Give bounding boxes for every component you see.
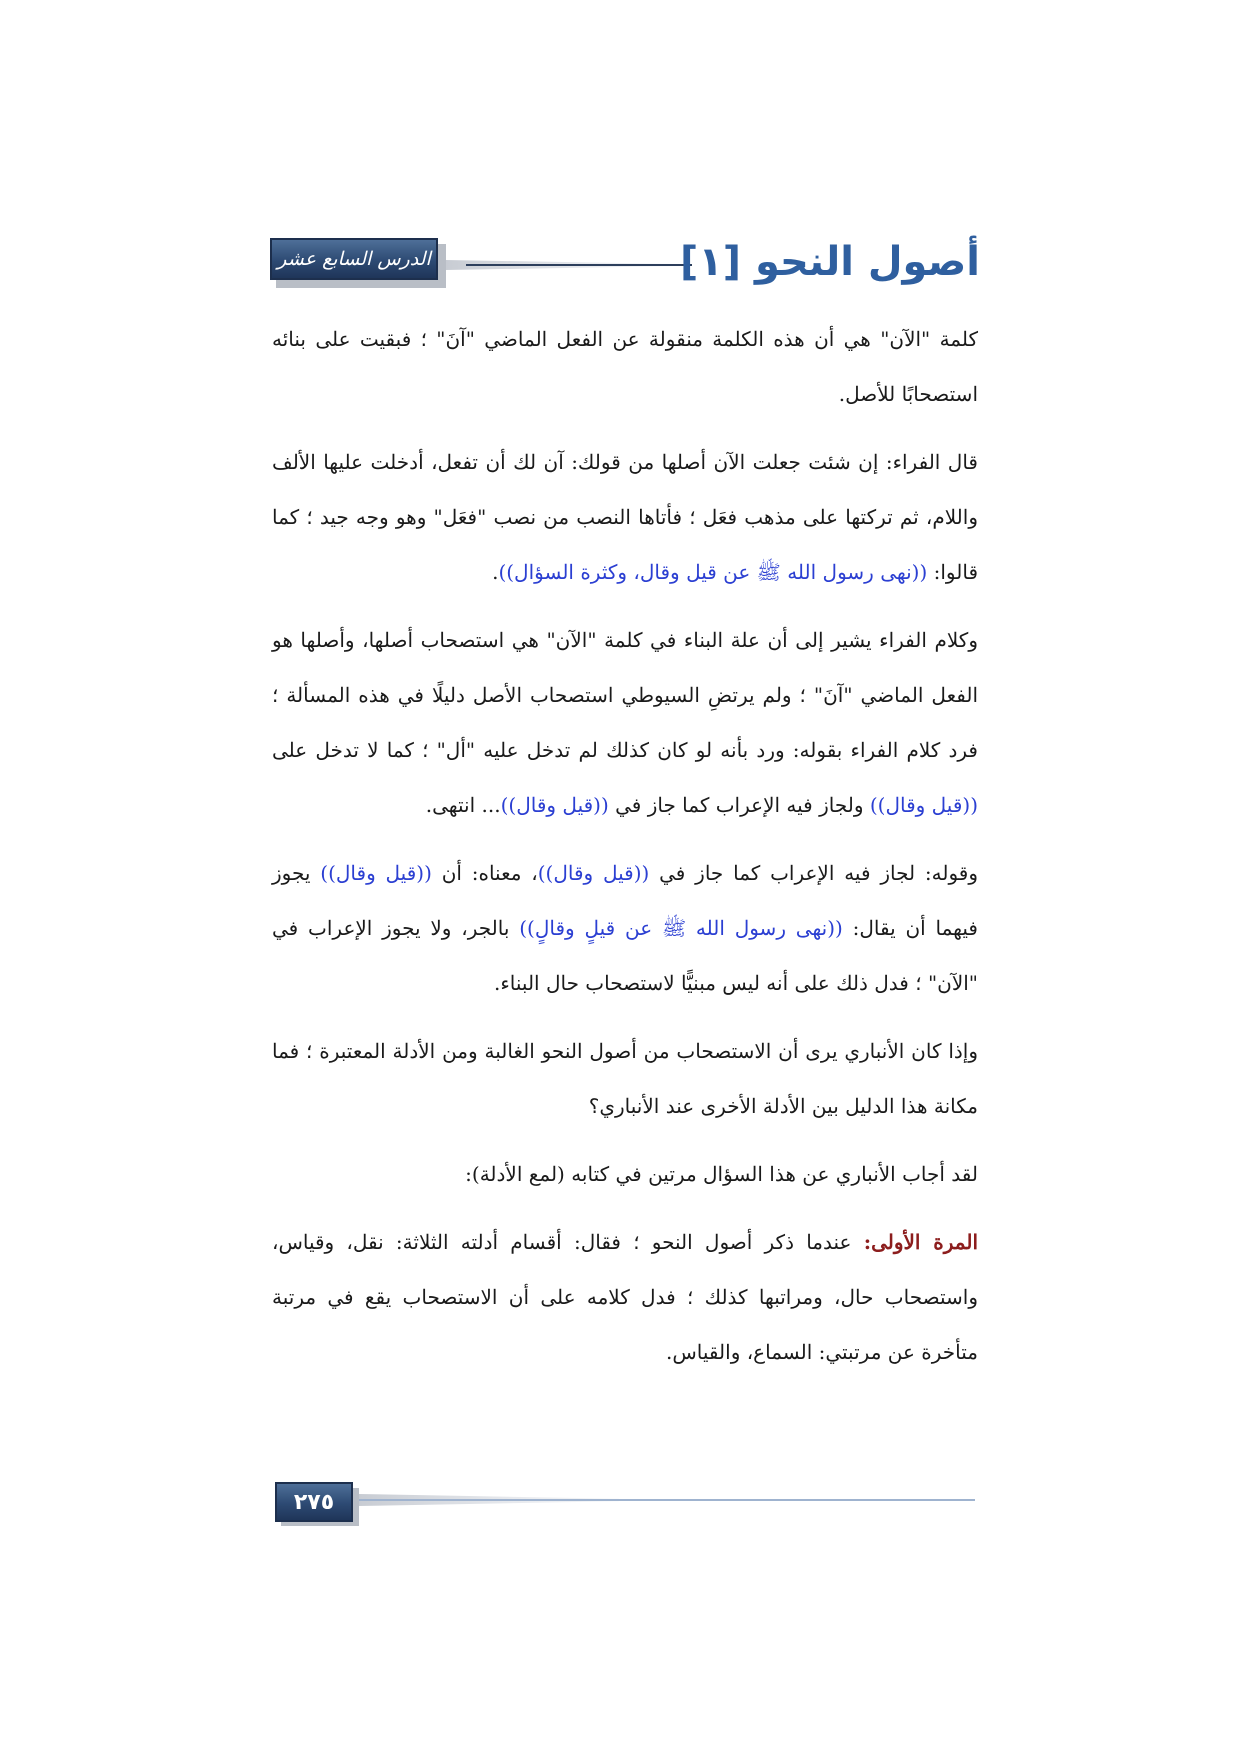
section-label: المرة الأولى: <box>863 1230 978 1254</box>
paragraph-text: لقد أجاب الأنباري عن هذا السؤال مرتين في كتابه (لمع الأدلة): <box>465 1162 978 1186</box>
paragraph <box>272 435 978 600</box>
paragraph <box>272 1024 978 1134</box>
paragraph <box>272 613 978 833</box>
header-rule <box>446 260 682 270</box>
paragraph-text: ، معناه: أن <box>431 861 538 885</box>
page-header <box>270 232 980 296</box>
footer-rule <box>359 1494 975 1506</box>
hadith-quote: ((قيل وقال)) <box>869 793 978 817</box>
paragraph-text: كلمة "الآن" هي أن هذه الكلمة منقولة عن الفعل الماضي "آنَ" ؛ فبقيت على بنائه استصحابًا للأصل. <box>272 327 978 406</box>
hadith-quote: ((نهى رسول الله ﷺ عن قيل وقال، وكثرة السؤال)) <box>498 560 928 584</box>
page-number-badge <box>275 1482 355 1522</box>
paragraph-text: ... انتهى. <box>425 793 501 817</box>
lesson-badge <box>270 238 446 288</box>
paragraph-text: بالجر، ولا يجوز الإعراب في "الآن" ؛ فدل ذلك على أنه ليس مبنيًّا لاستصحاب حال البناء. <box>272 916 978 995</box>
page-number: ٢٧٥ <box>293 1489 335 1515</box>
hadith-quote: ((قيل وقال)) <box>320 861 432 885</box>
page-footer <box>275 1482 975 1528</box>
hadith-quote: ((قيل وقال)) <box>500 793 609 817</box>
paragraph-text: ولجاز فيه الإعراب كما جاز في <box>608 793 870 817</box>
footer-rule-line <box>359 1499 975 1501</box>
paragraph-text: قال الفراء: إن شئت جعلت الآن أصلها من قولك: آن لك أن تفعل، أدخلت عليها الألف واللام، ثم تركتها على مذهب فعَل ؛ فأتاها النصب من نصب "فعَل" وهو وجه جيد ؛ كما قالوا: <box>272 450 978 584</box>
paragraph <box>272 312 978 422</box>
badge-box <box>270 238 438 280</box>
paragraph-text: وإذا كان الأنباري يرى أن الاستصحاب من أصول النحو الغالبة ومن الأدلة المعتبرة ؛ فما مكانة هذا الدليل بين الأدلة الأخرى عند الأنباري؟ <box>272 1039 978 1118</box>
body-text <box>272 312 978 1393</box>
paragraph-text: . <box>492 560 499 584</box>
hadith-quote: ((نهى رسول الله ﷺ عن قيلٍ وقالٍ)) <box>519 916 843 940</box>
paragraph <box>272 1147 978 1202</box>
paragraph-text: وقوله: لجاز فيه الإعراب كما جاز في <box>649 861 978 885</box>
lesson-label: الدرس السابع عشر <box>277 248 431 270</box>
paragraph <box>272 846 978 1011</box>
paragraph-text: وكلام الفراء يشير إلى أن علة البناء في كلمة "الآن" هي استصحاب أصلها، وأصلها هو الفعل الماضي "آنَ" ؛ ولم يرتضِ السيوطي استصحاب الأصل دليلًا في هذه المسألة ؛ فرد كلام الفراء بقوله: ورد بأنه لو كان كذلك لم تدخل عليه "أل" ؛ كما لا تدخل على <box>272 628 978 762</box>
header-rule-line <box>466 264 692 266</box>
paragraph-text: عندما ذكر أصول النحو ؛ فقال: أقسام أدلته الثلاثة: نقل، وقياس، واستصحاب حال، ومراتبها كذلك ؛ فدل كلامه على أن الاستصحاب يقع في مرتبة متأخرة عن مرتبتي: السماع، والقياس. <box>272 1230 978 1364</box>
hadith-quote: ((قيل وقال)) <box>537 861 650 885</box>
page-title: أصول النحو [١] <box>680 239 980 285</box>
page-number-box <box>275 1482 353 1522</box>
paragraph-text: يجوز فيهما أن يقال: <box>272 861 978 940</box>
paragraph <box>272 1215 978 1380</box>
